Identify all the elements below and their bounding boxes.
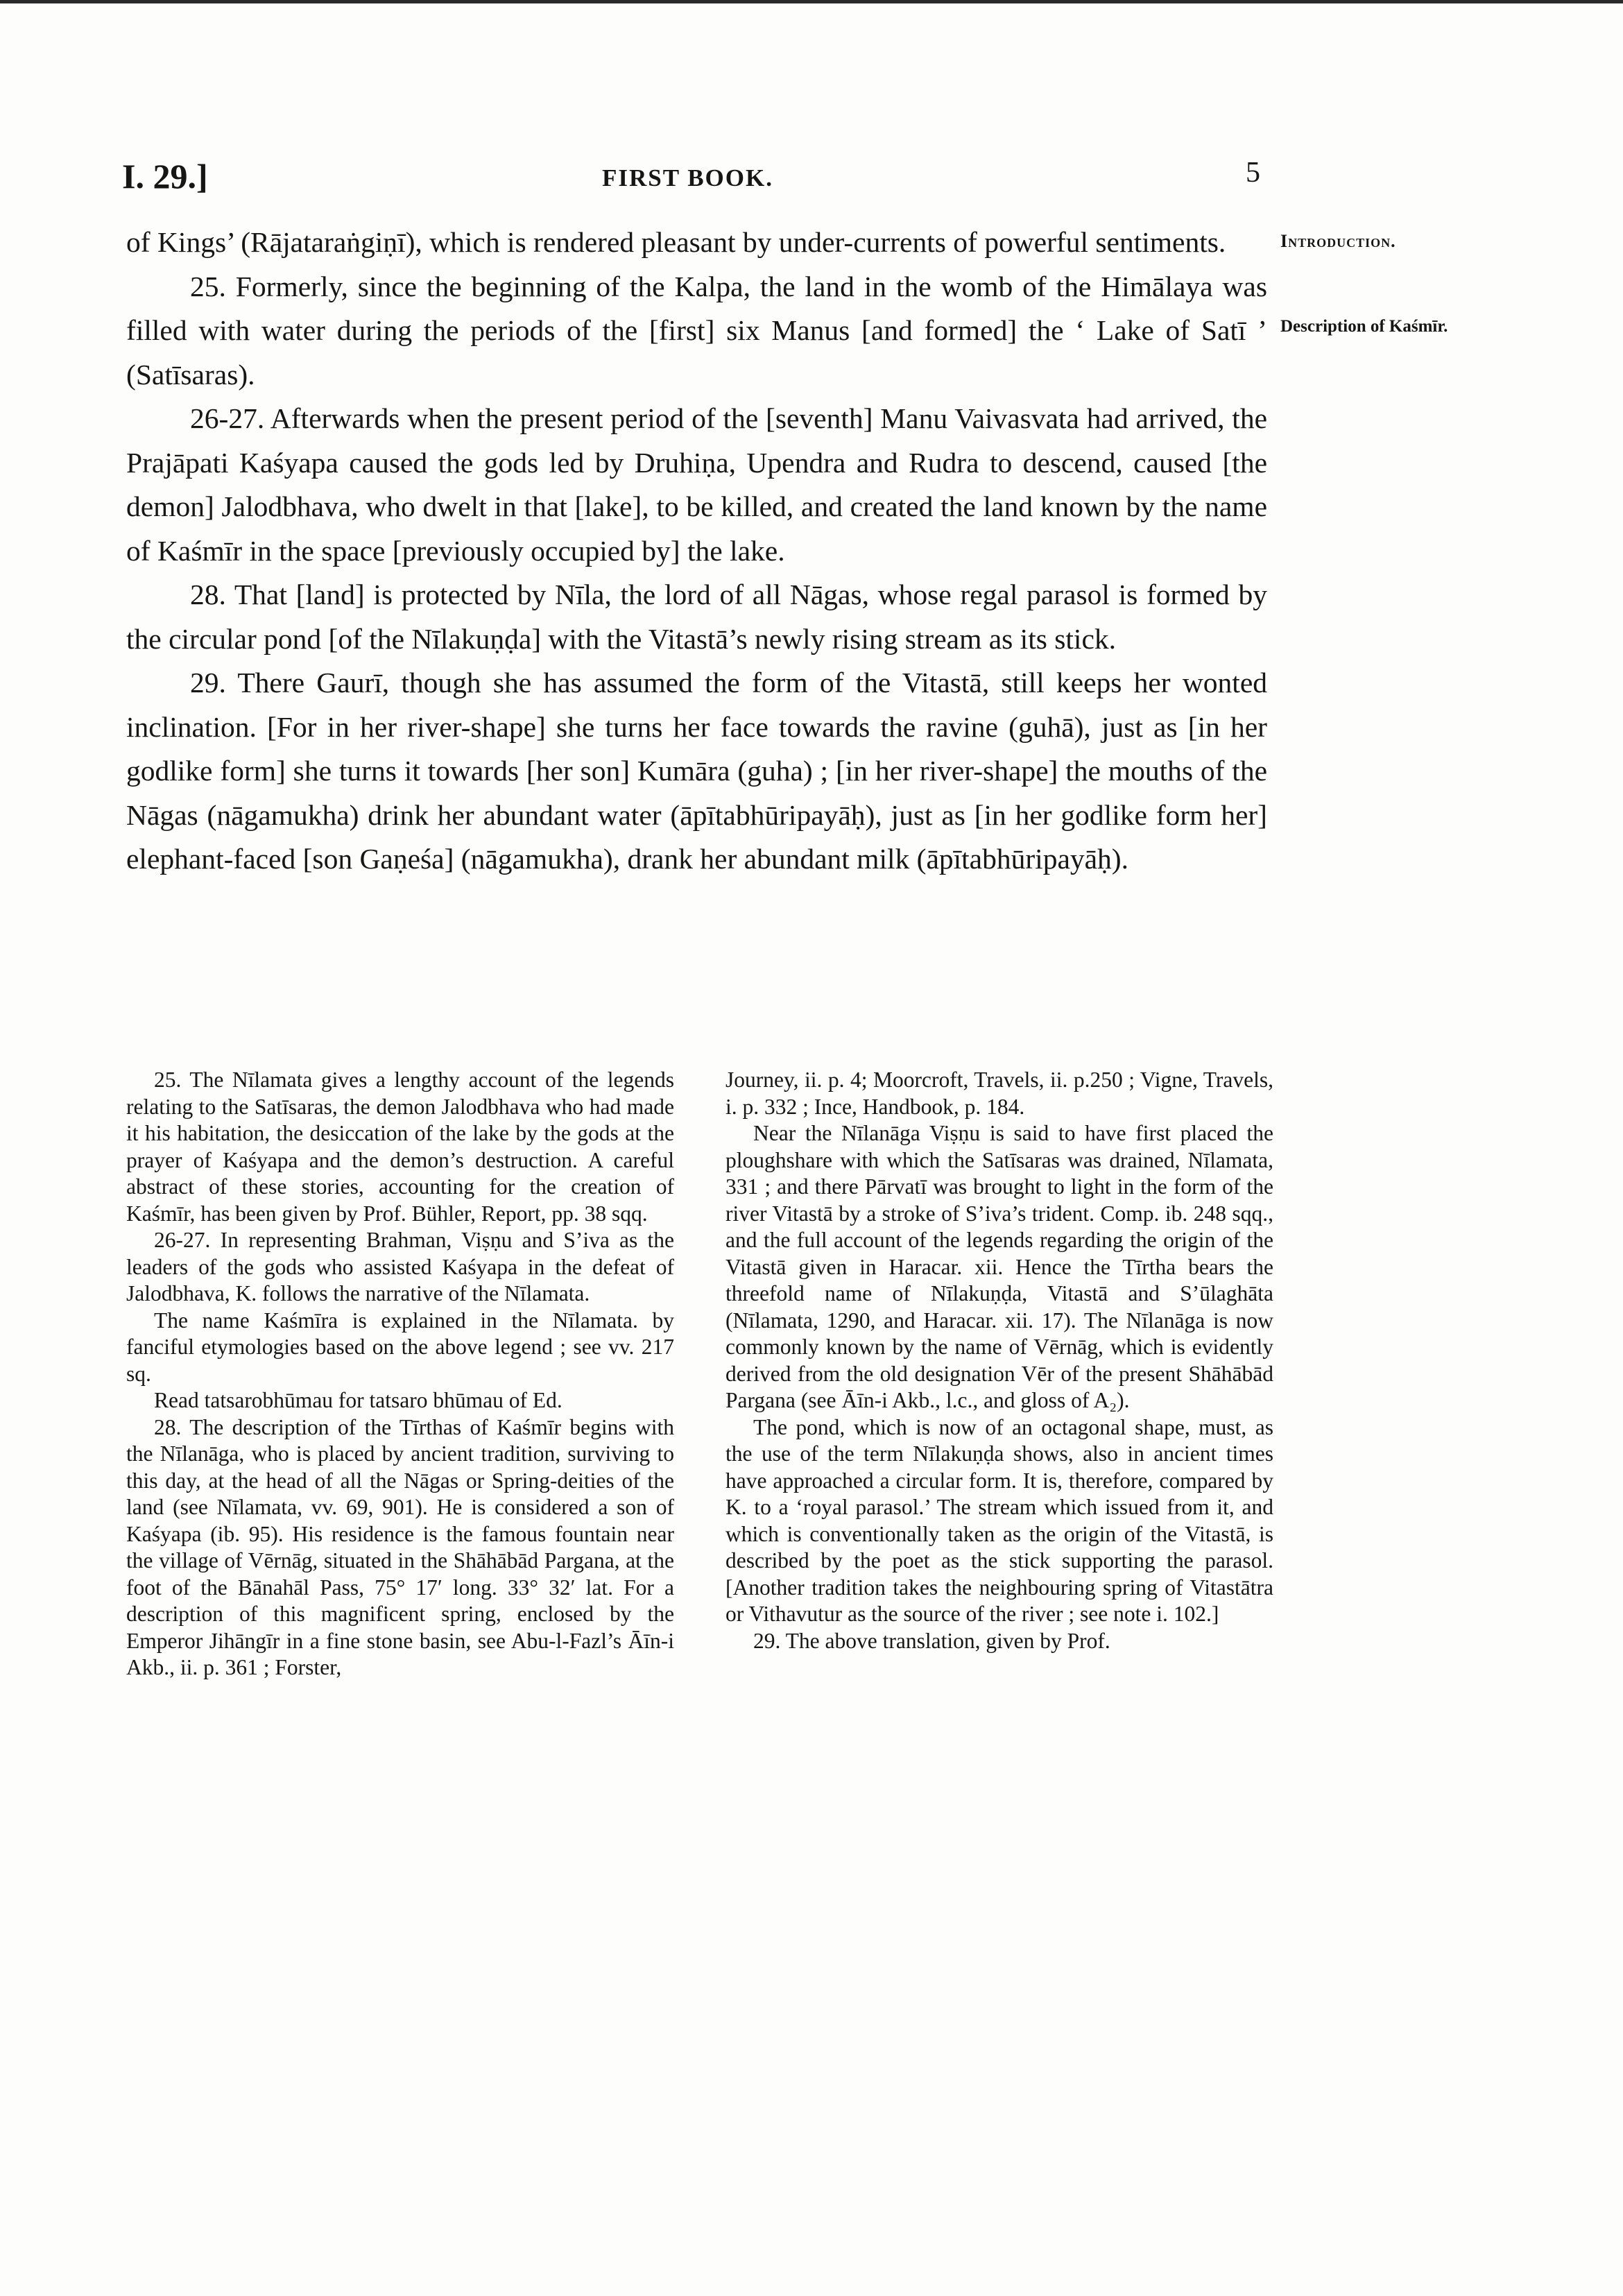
section-reference: I. 29.] <box>122 157 208 196</box>
verse-26-27: 26-27. Afterwards when the present period of the [seventh] Manu Vaivasvata had arrived, the Prajāpati Kaśyapa caused the gods led by Druhiṇa, Upendra and Rudra to descend, caused [the demon] Jalodbhava, who dwelt in that [lake], to be killed, and created the land known by the name of Kaśmīr in the space [previously occupied by] the lake. <box>126 402 1267 567</box>
footnote-28-continued: Journey, ii. p. 4; Moorcroft, Travels, ii. p.250 ; Vigne, Travels, i. p. 332 ; Ince, Handbook, p. 184. <box>725 1068 1273 1119</box>
verse-28: 28. That [land] is protected by Nīla, the lord of all Nāgas, whose regal parasol is formed by the circular pond [of the Nīlakuṇḍa] with the Vitastā’s newly rising stream as its stick. <box>126 579 1267 655</box>
page-number: 5 <box>1246 157 1260 189</box>
footnote-25: 25. The Nīlamata gives a lengthy account of the legends relating to the Satīsaras, the demon Jalodbhava who had made it his habitation, the desiccation of the lake by the gods at the prayer of Kaśyapa and the demon’s destruction. A careful abstract of these stories, accounting for the creation of Kaśmīr, has been given by Prof. Bühler, Report, pp. 38 sqq. <box>126 1068 674 1226</box>
footnote-nilanaga: Near the Nīlanāga Viṣṇu is said to have first placed the ploughshare with which the Satīsaras was drained, Nīlamata, 331 ; and there Pārvatī was brought to light in the form of the river Vitastā by a stroke of S’iva’s trident. Comp. ib. 248 sqq., and the full account of the legends regarding the origin of the Vitastā given in Haracar. xii. Hence the Tīrtha bears the threefold name of Nīlakuṇḍa, Vitastā and S’ūlaghāta (Nīlamata, 1290, and Haracar. xii. 17). The Nīlanāga is now commonly known by the name of Vērnāg, which is evidently derived from the old designation Vēr of the present Shāhābād Pargana (see Āīn-i Akb., l.c., and gloss of A₂). <box>725 1121 1273 1412</box>
footnote-26-27: 26-27. In representing Brahman, Viṣṇu and S’iva as the leaders of the gods who assisted Kaśyapa in the defeat of Jalodbhava, K. follows the narrative of the Nīlamata. <box>126 1228 674 1305</box>
top-border <box>0 0 1623 3</box>
book-title: FIRST BOOK. <box>602 164 773 191</box>
footnotes-left-column <box>126 1067 674 1681</box>
footnote-reading: Read tatsarobhūmau for tatsaro bhūmau of Ed. <box>154 1388 563 1412</box>
verse-25: 25. Formerly, since the beginning of the Kalpa, the land in the womb of the Himālaya was filled with water during the periods of the [first] six Manus [and formed] the ‘ Lake of Satī ’ (Satīsaras). <box>126 270 1267 391</box>
footnote-28: 28. The description of the Tīrthas of Kaśmīr begins with the Nīlanāga, who is placed by ancient tradition, surviving to this day, at the head of all the Nāgas or Spring-deities of the land (see Nīlamata, vv. 69, 901). He is considered a son of Kaśyapa (ib. 95). His residence is the famous fountain near the village of Vērnāg, situated in the Shāhābād Pargana, at the foot of the Bānahāl Pass, 75° 17′ long. 33° 32′ lat. For a description of this magnificent spring, enclosed by the Emperor Jihāngīr in a fine stone basin, see Abu-l-Fazl’s Āīn-i Akb., ii. p. 361 ; Forster, <box>126 1414 674 1679</box>
footnote-29: 29. The above translation, given by Prof. <box>753 1628 1110 1653</box>
margin-note-description: Description of Kaśmīr. <box>1280 317 1448 336</box>
footnote-pond: The pond, which is now of an octagonal shape, must, as the use of the term Nīlakuṇḍa shows, also in ancient times have approached a circular form. It is, therefore, compared by K. to a ‘royal parasol.’ The stream which issued from it, and which is conventionally taken as the origin of the Vitastā, is described by the poet as the stick supporting the parasol. [Another tradition takes the neighbouring spring of Vitastātra or Vithavutur as the source of the river ; see note i. 102.] <box>725 1414 1273 1626</box>
verse-29: 29. There Gaurī, though she has assumed the form of the Vitastā, still keeps her wonted inclination. [For in her river-shape] she turns her face towards the ravine (guhā), just as [in her godlike form] she turns it towards [her son] Kumāra (guha) ; [in her river-shape] the mouths of the Nāgas (nāgamukha) drink her abundant water (āpītabhūripayāḥ), just as [in her godlike form her] elephant-faced [son Gaṇeśa] (nāgamukha), drank her abundant milk (āpītabhūripayāḥ). <box>126 667 1267 875</box>
margin-note-introduction: Introduction. <box>1280 231 1396 251</box>
main-text <box>126 221 1267 882</box>
running-header <box>0 156 1623 205</box>
footnotes-right-column <box>725 1067 1273 1654</box>
footnote-kasmira: The name Kaśmīra is explained in the Nīlamata. by fanciful etymologies based on the above legend ; see vv. 217 sq. <box>126 1308 674 1386</box>
paragraph-continuation: of Kings’ (Rājataraṅgiṇī), which is rendered pleasant by under-currents of powerful sentiments. <box>126 226 1226 258</box>
